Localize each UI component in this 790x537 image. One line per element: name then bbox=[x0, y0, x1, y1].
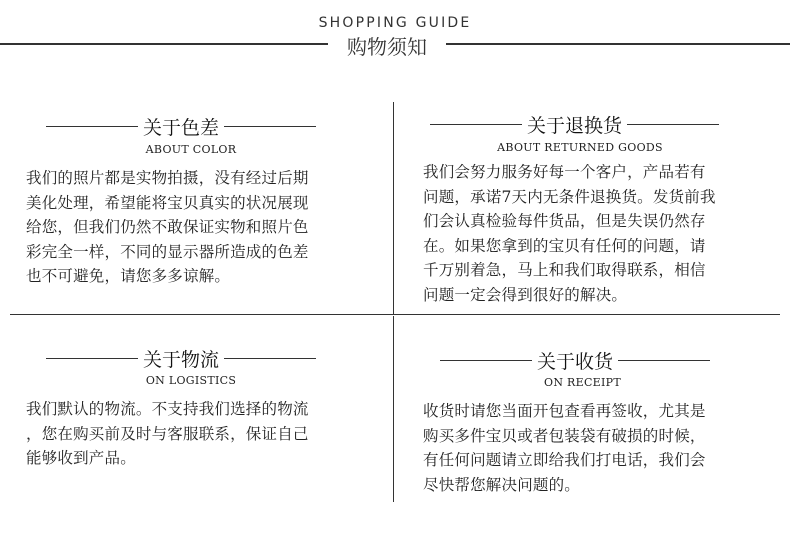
body-line: 也不可避免，请您多多谅解。 bbox=[26, 267, 231, 285]
horizontal-divider bbox=[10, 314, 780, 315]
body-line: 彩完全一样，不同的显示器所造成的色差 bbox=[26, 242, 309, 261]
title-rule-right bbox=[224, 126, 316, 127]
body-line: 购买多件宝贝或者包装袋有破损的时候， bbox=[423, 426, 706, 445]
title-rule-left bbox=[440, 360, 532, 361]
header-rule-right bbox=[446, 43, 790, 45]
title-rule-right bbox=[224, 358, 316, 359]
body-line: 收货时请您当面开包查看再签收，尤其是 bbox=[423, 402, 706, 420]
title-rule-left bbox=[430, 124, 522, 125]
body-line: 尽快帮您解决问题的。 bbox=[423, 475, 581, 494]
body-line: 们会认真检验每件货品，但是失误仍然存 bbox=[423, 212, 706, 230]
body-line: 美化处理，希望能将宝贝真实的状况展现 bbox=[26, 193, 309, 212]
section-body bbox=[423, 160, 716, 307]
section-title: 关于收货 bbox=[537, 351, 614, 373]
vertical-divider-top bbox=[393, 102, 394, 314]
section-title: 关于退换货 bbox=[527, 115, 623, 137]
body-line: 有任何问题请立即给我们打电话，我们会 bbox=[423, 451, 706, 469]
section-body bbox=[26, 166, 309, 289]
section-title-row bbox=[430, 111, 719, 138]
body-line: 在。如果您拿到的宝贝有任何的问题，请 bbox=[423, 236, 706, 255]
section-title: 关于色差 bbox=[143, 117, 220, 139]
body-line: 千万别着急，马上和我们取得联系，相信 bbox=[423, 261, 706, 279]
shopping-guide-title: 购物须知 bbox=[347, 35, 427, 59]
section-title-row bbox=[440, 347, 710, 374]
body-line: 能够收到产品。 bbox=[26, 449, 136, 467]
section-body bbox=[423, 399, 706, 497]
body-line: 问题一定会得到很好的解决。 bbox=[423, 285, 628, 304]
section-title-row bbox=[46, 113, 316, 140]
title-rule-right bbox=[627, 124, 719, 125]
vertical-divider-bottom bbox=[393, 316, 394, 502]
body-line: 我们默认的物流。不支持我们选择的物流 bbox=[26, 400, 309, 418]
section-subtitle: ABOUT RETURNED GOODS bbox=[497, 141, 663, 154]
section-subtitle: ABOUT COLOR bbox=[145, 143, 237, 156]
header-rule-left bbox=[0, 43, 328, 45]
section-subtitle: ON LOGISTICS bbox=[145, 374, 237, 387]
body-line: 我们会努力服务好每一个客户，产品若有 bbox=[423, 163, 706, 181]
title-rule-left bbox=[46, 126, 138, 127]
shopping-guide-heading: SHOPPING GUIDE bbox=[318, 15, 472, 31]
section-title-row bbox=[46, 345, 316, 372]
body-line: 问题，承诺7天内无条件退换货。发货前我 bbox=[423, 187, 716, 206]
section-subtitle: ON RECEIPT bbox=[544, 376, 621, 389]
section-title: 关于物流 bbox=[143, 349, 220, 371]
body-line: 给您，但我们仍然不敢保证实物和照片色 bbox=[26, 218, 309, 236]
title-rule-left bbox=[46, 358, 138, 359]
body-line: 我们的照片都是实物拍摄，没有经过后期 bbox=[26, 169, 309, 187]
body-line: ，您在购买前及时与客服联系，保证自己 bbox=[26, 424, 309, 443]
title-rule-right bbox=[618, 360, 710, 361]
section-body bbox=[26, 397, 309, 471]
